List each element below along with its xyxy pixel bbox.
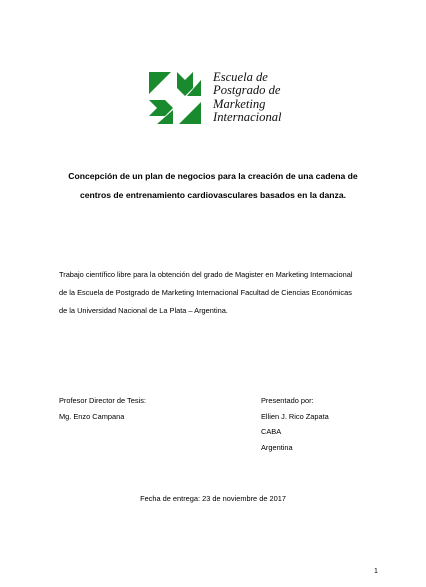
thesis-title-line: Concepción de un plan de negocios para la creación de una cadena de xyxy=(68,171,358,181)
page-number: 1 xyxy=(374,568,378,575)
logo-line: Escuela de xyxy=(213,70,268,84)
description-line: de la Universidad Nacional de La Plata – Argentina. xyxy=(59,306,228,315)
school-logo xyxy=(147,70,287,126)
presenter-name: Ellien J. Rico Zapata xyxy=(261,411,329,421)
description-line: Trabajo científico libre para la obtención del grado de Magister en Marketing Internacional xyxy=(59,270,353,279)
advisor-name: Mg. Enzo Campana xyxy=(59,411,125,421)
logo-line: Postgrado de xyxy=(213,83,281,98)
logo-line: Internacional xyxy=(213,110,282,125)
thesis-description xyxy=(59,266,389,320)
submission-date: Fecha de entrega: 23 de noviembre de 2017 xyxy=(140,494,286,503)
description-line: de la Escuela de Postgrado de Marketing Internacional Facultad de Ciencias Económicas xyxy=(59,288,352,297)
advisor-label: Profesor Director de Tesis: xyxy=(59,396,146,405)
presenter-label: Presentado por: xyxy=(261,396,314,405)
advisor-block xyxy=(59,393,146,424)
school-logo-wordmark xyxy=(213,71,282,125)
presenter-city: CABA xyxy=(261,427,282,436)
logo-line: Marketing xyxy=(213,96,266,111)
school-logo-icon xyxy=(147,70,203,126)
presenter-country: Argentina xyxy=(261,442,293,452)
thesis-title-line: centros de entrenamiento cardiovasculares basados en la danza. xyxy=(79,190,347,200)
thesis-title xyxy=(0,167,426,205)
presenter-block xyxy=(261,393,329,455)
